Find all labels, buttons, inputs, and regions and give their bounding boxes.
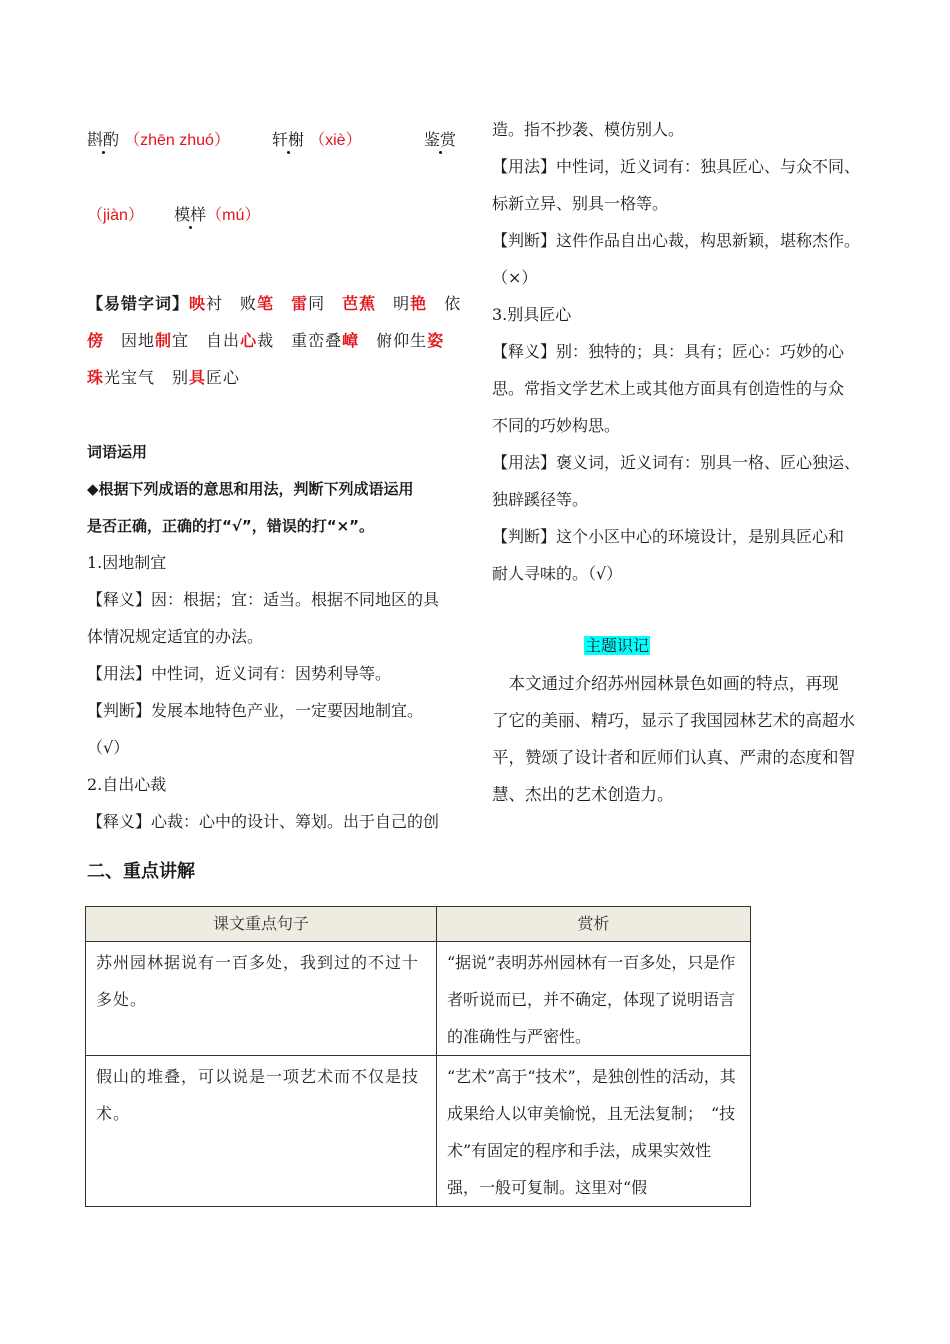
error-word-text: 光宝气 别 [104, 368, 190, 387]
error-word-text: 俯仰生 [359, 331, 428, 350]
pinyin: （zhēn zhuó） [124, 132, 230, 149]
right-text-line: 【判断】这件作品自出心裁，构思新颖，堪称杰作。 [492, 231, 861, 250]
vocab-line-2 [87, 205, 260, 226]
error-prone-char: 心 [240, 331, 258, 350]
error-word-text: 依 [427, 294, 462, 313]
vocab-item [424, 130, 456, 150]
error-prone-char: 艳 [410, 294, 428, 313]
error-word-text: 因地 [104, 331, 156, 350]
right-text-line: 思。常指文学艺术上或其他方面具有创造性的与众 [492, 379, 845, 398]
table-row [86, 1056, 751, 1207]
table-header-sentence: 课文重点句子 [86, 907, 437, 942]
left-text-line: 体情况规定适宜的办法。 [87, 627, 264, 646]
error-prone-char: 珠 [87, 368, 105, 387]
left-text-line: 【释义】因：根据；宜：适当。根据不同地区的具 [87, 590, 440, 609]
right-text-line: 不同的巧妙构思。 [492, 416, 621, 435]
right-text-line: 标新立异、别具一格等。 [492, 194, 669, 213]
table-row [86, 942, 751, 1056]
error-prone-char: 嶂 [342, 331, 360, 350]
theme-line: 慧、杰出的艺术创造力。 [492, 785, 674, 804]
usage-instruction-2: 是否正确，正确的打“√”，错误的打“×”。 [87, 517, 375, 535]
error-words-line-1 [87, 294, 461, 314]
left-text-line: 【判断】发展本地特色产业，一定要因地制宜。 [87, 701, 424, 720]
error-words-line-2 [87, 331, 444, 351]
error-word-text: 明 [376, 294, 411, 313]
left-text-line: 1.因地制宜 [87, 553, 167, 572]
error-prone-char: 映 [189, 294, 207, 313]
error-word-text: 宜 自出 [172, 331, 241, 350]
error-words-line-3 [87, 368, 240, 388]
right-text-line: 【释义】别：独特的；具：具有；匠心：巧妙的心 [492, 342, 845, 361]
vocab-word: 鉴赏 [424, 130, 457, 149]
right-text-line: 造。指不抄袭、模仿别人。 [492, 120, 685, 139]
theme-line: 本文通过介绍苏州园林景色如画的特点，再现 [492, 674, 839, 693]
error-word-text [274, 294, 291, 313]
left-text-line: 2.自出心裁 [87, 775, 167, 794]
error-words-label: 【易错字词】 [87, 294, 190, 313]
usage-instruction-1: ◆根据下列成语的意思和用法，判断下列成语运用 [87, 480, 414, 498]
key-sentence-cell: 苏州园林据说有一百多处，我到过的不过十多处。 [86, 942, 437, 1056]
pinyin: （mú） [206, 207, 261, 224]
vocab-line-1 [87, 130, 230, 151]
right-text-line: 【用法】中性词，近义词有：独具匠心、与众不同、 [492, 157, 861, 176]
analysis-cell: “据说”表明苏州园林有一百多处，只是作者听说而已，并不确定，体现了说明语言的准确性与严密性。 [437, 942, 751, 1056]
left-text-line: 【用法】中性词，近义词有：因势利导等。 [87, 664, 392, 683]
table-header-analysis: 赏析 [437, 907, 751, 942]
error-word-text: 裁 重峦叠 [257, 331, 343, 350]
theme-line: 了它的美丽、精巧，显示了我国园林艺术的高超水 [492, 711, 855, 730]
theme-line: 平，赞颂了设计者和匠师们认真、严肃的态度和智 [492, 748, 855, 767]
vocab-word: 模样 [174, 205, 207, 224]
key-sentences-table [85, 906, 751, 1207]
vocab-word: 斟酌 [87, 130, 120, 149]
error-prone-char: 傍 [87, 331, 105, 350]
right-text-line: （×） [492, 268, 538, 287]
vocab-word: 轩榭 [272, 130, 305, 149]
right-text-line: 独辟蹊径等。 [492, 490, 589, 509]
left-text-line: （√） [87, 738, 130, 757]
error-prone-char: 制 [155, 331, 173, 350]
key-sentence-cell: 假山的堆叠，可以说是一项艺术而不仅是技术。 [86, 1056, 437, 1207]
right-text-line: 耐人寻味的。（√） [492, 564, 623, 583]
table-header-row [86, 907, 751, 942]
error-word-text: 同 [308, 294, 343, 313]
pinyin: （jiàn） [87, 207, 144, 224]
analysis-cell: “艺术”高于“技术”，是独创性的活动，其成果给人以审美愉悦，且无法复制； “技术”有固定的程序和手法，成果实效性强，一般可复制。这里对“假 [437, 1056, 751, 1207]
theme-title [584, 636, 650, 656]
theme-title-text: 主题识记 [585, 636, 650, 655]
usage-title: 词语运用 [87, 443, 148, 461]
section-heading: 二、重点讲解 [87, 861, 195, 882]
error-prone-char: 姿 [427, 331, 445, 350]
pinyin: （xiè） [309, 132, 362, 149]
right-text-line: 3.别具匠心 [492, 305, 572, 324]
right-text-line: 【判断】这个小区中心的环境设计，是别具匠心和 [492, 527, 845, 546]
vocab-item [272, 130, 362, 151]
left-text-line: 【释义】心裁：心中的设计、筹划。出于自己的创 [87, 812, 440, 831]
error-prone-char: 笔 [257, 294, 275, 313]
error-prone-char: 芭蕉 [342, 294, 377, 313]
error-prone-char: 具 [189, 368, 207, 387]
error-word-text: 衬 败 [206, 294, 258, 313]
error-word-text: 匠心 [206, 368, 241, 387]
error-prone-char: 雷 [291, 294, 309, 313]
right-text-line: 【用法】褒义词，近义词有：别具一格、匠心独运、 [492, 453, 861, 472]
